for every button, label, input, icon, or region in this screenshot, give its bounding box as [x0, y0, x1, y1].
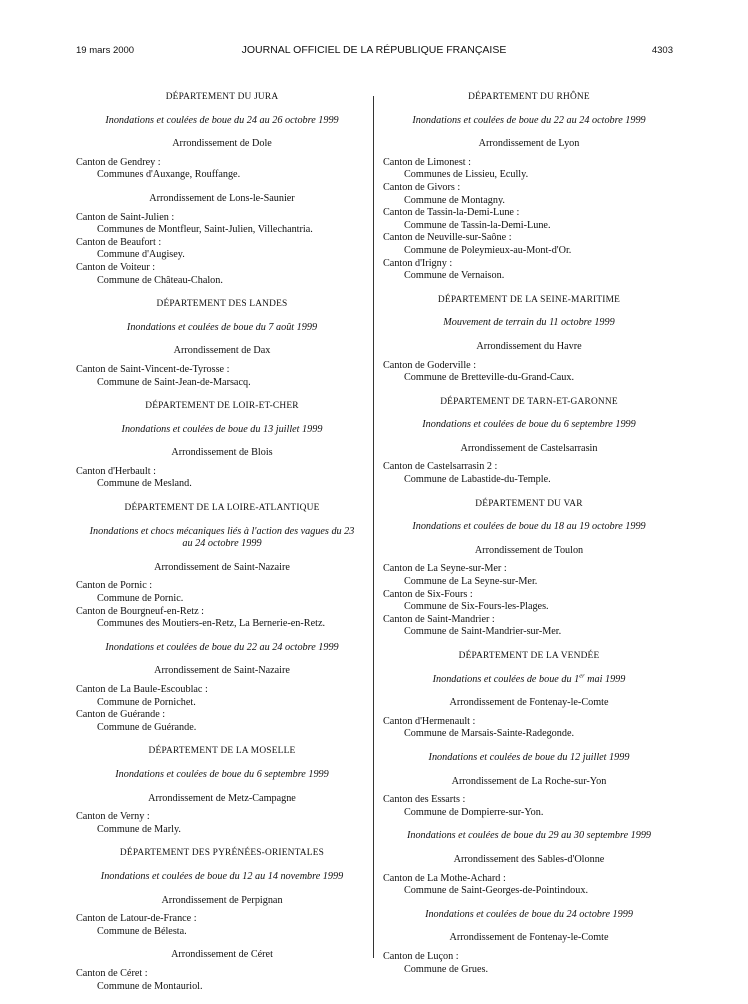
canton-line: Canton de Givors :	[383, 181, 461, 193]
commune-line: Communes de Lissieu, Ecully.	[404, 169, 529, 181]
right-column	[383, 88, 675, 987]
canton-line: Canton de Saint-Vincent-de-Tyrosse :	[76, 363, 230, 375]
commune-line: Commune de Montagny.	[404, 194, 505, 206]
canton-group	[383, 873, 675, 898]
commune-line: Commune de Grues.	[404, 963, 489, 975]
department-heading: DÉPARTEMENT DU RHÔNE	[468, 92, 590, 102]
canton-line: Canton de Limonest :	[383, 156, 471, 168]
commune-line: Commune de La Seyne-sur-Mer.	[404, 576, 538, 588]
department-heading: DÉPARTEMENT DE LA SEINE-MARITIME	[437, 294, 621, 305]
arrondissement-heading: Arrondissement des Sables-d'Olonne	[453, 853, 605, 865]
column-divider	[373, 96, 374, 958]
event-description: Inondations et coulées de boue du 22 au 24 octobre 1999	[412, 114, 646, 126]
event-description: Mouvement de terrain du 11 octobre 1999	[443, 317, 615, 329]
arrondissement-heading: Arrondissement de Lyon	[478, 138, 580, 150]
canton-group	[383, 794, 675, 819]
commune-line: Commune d'Augisey.	[97, 249, 185, 261]
canton-group	[383, 951, 675, 976]
commune-line: Commune de Saint-Mandrier-sur-Mer.	[404, 626, 562, 638]
canton-group	[76, 968, 368, 993]
canton-line: Canton de Castelsarrasin 2 :	[383, 461, 498, 473]
canton-line: Canton de Saint-Mandrier :	[383, 613, 495, 625]
canton-group	[76, 212, 368, 288]
commune-line: Commune de Marly.	[97, 823, 181, 835]
canton-line: Canton de Pornic :	[76, 580, 153, 592]
canton-line: Canton de Voiteur :	[76, 261, 156, 273]
canton-group	[76, 580, 368, 630]
arrondissement-heading: Arrondissement de Perpignan	[161, 894, 283, 906]
event-description: Inondations et coulées de boue du 24 octobre 1999	[425, 908, 633, 920]
arrondissement-heading: Arrondissement de Dole	[172, 138, 272, 150]
commune-line: Commune de Marsais-Sainte-Radegonde.	[404, 728, 575, 740]
commune-line: Commune de Bélesta.	[97, 925, 187, 937]
commune-line: Commune de Saint-Jean-de-Marsacq.	[97, 376, 251, 388]
canton-line: Canton de Saint-Julien :	[76, 211, 175, 223]
commune-line: Commune de Château-Chalon.	[97, 274, 223, 286]
canton-group	[383, 360, 675, 385]
canton-line: Canton de Tassin-la-Demi-Lune :	[383, 207, 520, 219]
arrondissement-heading: Arrondissement de Blois	[171, 447, 273, 459]
event-description: Inondations et coulées de boue du 18 au 19 octobre 1999	[412, 521, 646, 533]
event-description: Inondations et coulées de boue du 22 au 24 octobre 1999	[105, 641, 339, 653]
canton-line: Canton de Céret :	[76, 967, 148, 979]
event-description: Inondations et coulées de boue du 24 au 26 octobre 1999	[105, 114, 339, 126]
commune-line: Commune de Guérande.	[97, 721, 197, 733]
department-heading: DÉPARTEMENT DE LA MOSELLE	[148, 746, 296, 757]
department-heading: DÉPARTEMENT DU JURA	[165, 92, 279, 102]
page-number: 4303	[651, 45, 673, 56]
department-heading: DÉPARTEMENT DU VAR	[475, 498, 583, 509]
arrondissement-heading: Arrondissement de Fontenay-le-Comte	[449, 932, 609, 944]
commune-line: Commune de Six-Fours-les-Plages.	[404, 601, 549, 613]
event-description: Inondations et coulées de boue du 12 juillet 1999	[428, 751, 630, 763]
arrondissement-heading: Arrondissement de Castelsarrasin	[460, 442, 598, 454]
commune-line: Commune de Montauriol.	[97, 980, 203, 992]
commune-line: Commune de Poleymieux-au-Mont-d'Or.	[404, 244, 572, 256]
event-description: Inondations et coulées de boue du 29 au 30 septembre 1999	[406, 830, 652, 842]
event-description: Inondations et coulées de boue du 7 août 1999	[126, 321, 318, 333]
commune-line: Communes de Montfleur, Saint-Julien, Villechantria.	[97, 224, 313, 236]
department-heading: DÉPARTEMENT DE LOIR-ET-CHER	[145, 401, 299, 412]
arrondissement-heading: Arrondissement du Havre	[476, 340, 582, 352]
canton-group	[76, 466, 368, 491]
canton-line: Canton de Verny :	[76, 811, 150, 823]
canton-line: Canton de Goderville :	[383, 359, 477, 371]
event-description: Inondations et coulées de boue du 6 septembre 1999	[422, 419, 636, 431]
commune-line: Communes des Moutiers-en-Retz, La Bernerie-en-Retz.	[97, 618, 326, 630]
department-heading: DÉPARTEMENT DE TARN-ET-GARONNE	[440, 396, 618, 407]
commune-line: Commune de Pornichet.	[97, 696, 196, 708]
journal-title: JOURNAL OFFICIEL DE LA RÉPUBLIQUE FRANÇAISE	[241, 44, 507, 56]
canton-group	[76, 364, 368, 389]
department-heading: DÉPARTEMENT DE LA VENDÉE	[458, 651, 600, 661]
canton-group	[76, 157, 368, 182]
commune-line: Commune de Mesland.	[97, 478, 192, 490]
arrondissement-heading: Arrondissement de Fontenay-le-Comte	[449, 697, 609, 709]
canton-group	[76, 913, 368, 938]
canton-line: Canton des Essarts :	[383, 794, 466, 806]
event-description: Inondations et coulées de boue du 1er mai 1999	[432, 672, 626, 685]
arrondissement-heading: Arrondissement de Saint-Nazaire	[154, 561, 290, 573]
department-heading: DÉPARTEMENT DES LANDES	[156, 299, 288, 310]
canton-group	[383, 461, 675, 486]
canton-line: Canton d'Hermenault :	[383, 715, 476, 727]
arrondissement-heading: Arrondissement de Saint-Nazaire	[154, 665, 290, 677]
canton-line: Canton de Gendrey :	[76, 156, 161, 168]
canton-group	[76, 684, 368, 734]
arrondissement-heading: Arrondissement de La Roche-sur-Yon	[451, 775, 607, 787]
page-header	[0, 0, 748, 60]
department-heading: DÉPARTEMENT DES PYRÉNÉES-ORIENTALES	[119, 848, 325, 859]
commune-line: Commune de Vernaison.	[404, 270, 505, 282]
arrondissement-heading: Arrondissement de Dax	[173, 345, 271, 357]
canton-group	[383, 716, 675, 741]
issue-date: 19 mars 2000	[76, 45, 135, 56]
canton-line: Canton de Latour-de-France :	[76, 913, 197, 925]
canton-line: Canton d'Irigny :	[383, 257, 453, 269]
canton-line: Canton de La Seyne-sur-Mer :	[383, 563, 507, 575]
canton-line: Canton de Bourgneuf-en-Retz :	[76, 605, 204, 617]
canton-group	[383, 157, 675, 283]
commune-line: Commune de Labastide-du-Temple.	[404, 474, 551, 486]
event-description: Inondations et chocs mécaniques liés à l'action des vagues du 23 au 24 octobre 1999	[89, 525, 355, 550]
commune-line: Commune de Saint-Georges-de-Pointindoux.	[404, 885, 589, 897]
left-column	[76, 88, 368, 1004]
canton-group	[383, 563, 675, 639]
arrondissement-heading: Arrondissement de Metz-Campagne	[148, 792, 296, 804]
event-description: Inondations et coulées de boue du 13 juillet 1999	[121, 423, 323, 435]
commune-line: Communes d'Auxange, Rouffange.	[97, 169, 241, 181]
canton-line: Canton de Six-Fours :	[383, 588, 473, 600]
arrondissement-heading: Arrondissement de Céret	[171, 949, 273, 961]
canton-line: Canton de Neuville-sur-Saône :	[383, 232, 512, 244]
canton-line: Canton de Beaufort :	[76, 236, 162, 248]
commune-line: Commune de Dompierre-sur-Yon.	[404, 806, 544, 818]
canton-line: Canton de La Baule-Escoublac :	[76, 684, 208, 695]
event-description: Inondations et coulées de boue du 6 septembre 1999	[115, 768, 329, 780]
canton-line: Canton de Guérande :	[76, 709, 166, 721]
commune-line: Commune de Bretteville-du-Grand-Caux.	[404, 372, 575, 384]
commune-line: Commune de Pornic.	[97, 593, 184, 605]
commune-line: Commune de Tassin-la-Demi-Lune.	[404, 219, 551, 231]
event-description: Inondations et coulées de boue du 12 au 14 novembre 1999	[100, 870, 344, 882]
canton-group	[76, 811, 368, 836]
canton-line: Canton d'Herbault :	[76, 465, 156, 477]
canton-line: Canton de La Mothe-Achard :	[383, 872, 506, 884]
arrondissement-heading: Arrondissement de Lons-le-Saunier	[149, 192, 295, 204]
arrondissement-heading: Arrondissement de Toulon	[474, 544, 584, 556]
canton-line: Canton de Luçon :	[383, 950, 459, 962]
department-heading: DÉPARTEMENT DE LA LOIRE-ATLANTIQUE	[124, 503, 320, 514]
